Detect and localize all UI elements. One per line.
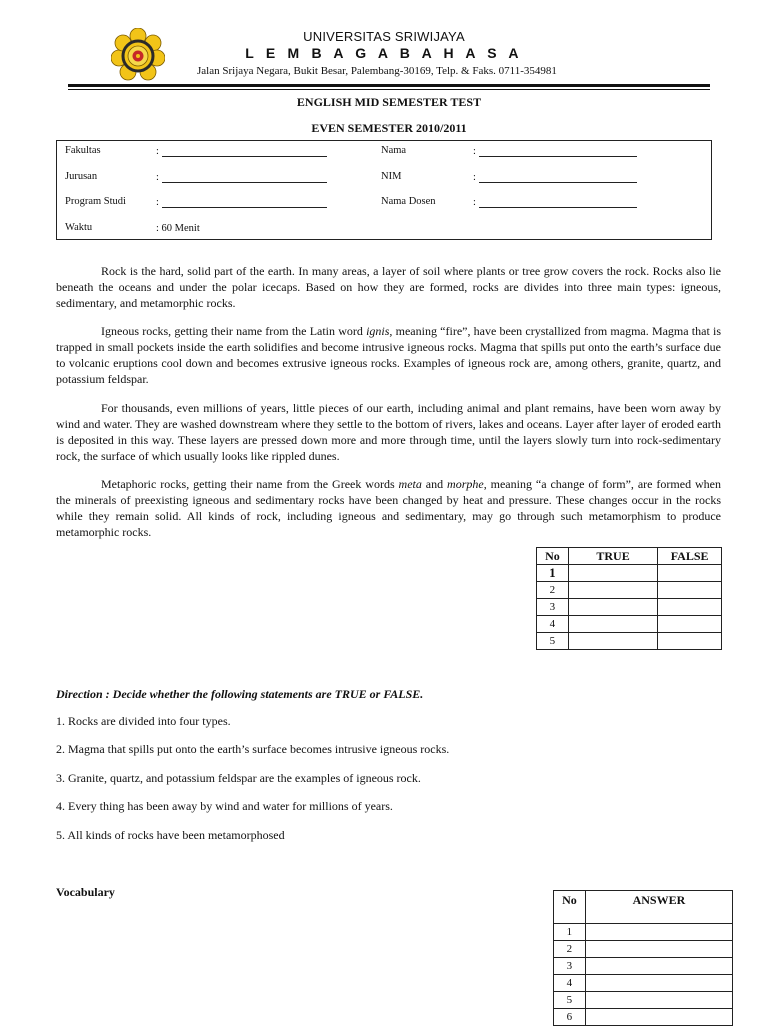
- false-cell[interactable]: [658, 599, 722, 616]
- table-row: [537, 582, 722, 599]
- program-studi-colon: :: [156, 197, 159, 208]
- col-header-true: TRUE: [568, 548, 657, 565]
- answer-cell[interactable]: [585, 992, 732, 1009]
- p2-text-b: meaning “fire”, have been crystallized from magma. Magma that is trapped in small pockets inside the earth solidifies and become intrusive igneous rocks. Magma that spills put onto the earth’s surface due to volcanic eruptions cool down and becomes extrusive igneous rocks. Examples of igneous rock are, among others, granite, quartz, and potassium feldspar.: [56, 324, 721, 386]
- row-number: 4: [554, 975, 586, 992]
- table-row: [537, 599, 722, 616]
- answer-cell[interactable]: [585, 975, 732, 992]
- jurusan-field[interactable]: [162, 182, 327, 183]
- fakultas-field[interactable]: [162, 156, 327, 157]
- row-number: 2: [554, 941, 586, 958]
- true-false-answer-table: [536, 547, 722, 650]
- row-number: 2: [537, 582, 569, 599]
- institute-name: L E M B A G A B A H A S A: [245, 45, 523, 61]
- p4-text-b: , meaning “a change of form”, are formed when the minerals of preexisting igneous and sedimentary rocks have been changed by heat and pressure. These changes occur in the rocks while they remain solid. All kinds of rock, including igneous and sedimentary, may go through such metamorphism to produce metamorphic rocks.: [56, 477, 721, 539]
- nama-dosen-field[interactable]: [479, 207, 637, 208]
- nim-colon: :: [473, 172, 476, 183]
- statement-2: 2. Magma that spills put onto the earth’s surface becomes intrusive igneous rocks.: [56, 742, 450, 756]
- table-row: [554, 958, 733, 975]
- statement-4: 4. Every thing has been away by wind and water for millions of years.: [56, 799, 393, 813]
- table-row: [554, 1009, 733, 1026]
- student-info-box: [56, 140, 712, 240]
- false-cell[interactable]: [658, 633, 722, 650]
- nama-dosen-colon: :: [473, 197, 476, 208]
- true-cell[interactable]: [568, 582, 657, 599]
- table-row: [537, 633, 722, 650]
- false-cell[interactable]: [658, 565, 722, 582]
- row-number: 1: [554, 924, 586, 941]
- reading-paragraph-3: For thousands, even millions of years, little pieces of our earth, including animal and plant remains, have been worn away by wind and water. They are washed downstream where they settle to the bottom of rivers, lakes and oceans. Layer after layer of eroded earth is deposited in this way. These layers are pressed down more and more through time, until the layers slowly turn into rock-sedimentary rock, the surface of which usually looks like rippled dunes.: [56, 401, 721, 463]
- table-row: [537, 616, 722, 633]
- table-header-row: [537, 548, 722, 565]
- row-number: 5: [537, 633, 569, 650]
- row-number: 1: [537, 565, 569, 582]
- row-number: 3: [537, 599, 569, 616]
- institute-address: Jalan Srijaya Negara, Bukit Besar, Palembang-30169, Telp. & Faks. 0711-354981: [197, 65, 557, 77]
- jurusan-label: Jurusan: [65, 171, 98, 182]
- col-header-false: FALSE: [658, 548, 722, 565]
- p2-text-a: Igneous rocks, getting their name from the Latin word: [101, 324, 367, 338]
- false-cell[interactable]: [658, 616, 722, 633]
- answer-cell[interactable]: [585, 958, 732, 975]
- p4-text-a: Metaphoric rocks, getting their name from the Greek words: [101, 477, 399, 491]
- nama-dosen-label: Nama Dosen: [381, 196, 436, 207]
- true-cell[interactable]: [568, 565, 657, 582]
- col-header-no: No: [537, 548, 569, 565]
- nama-colon: :: [473, 146, 476, 157]
- true-cell[interactable]: [568, 616, 657, 633]
- statement-1: 1. Rocks are divided into four types.: [56, 714, 231, 728]
- p4-greek-word-morphe: morphe: [447, 477, 484, 491]
- table-row: [554, 975, 733, 992]
- table-row: [554, 941, 733, 958]
- fakultas-label: Fakultas: [65, 145, 101, 156]
- statement-5: 5. All kinds of rocks have been metamorphosed: [56, 828, 285, 842]
- answer-cell[interactable]: [585, 924, 732, 941]
- true-cell[interactable]: [568, 599, 657, 616]
- answer-cell[interactable]: [585, 941, 732, 958]
- p2-latin-word: ignis,: [366, 324, 393, 338]
- nama-field[interactable]: [479, 156, 637, 157]
- reading-paragraph-4: [56, 477, 721, 541]
- row-number: 3: [554, 958, 586, 975]
- p4-text-and: and: [421, 477, 448, 491]
- col-header-answer: ANSWER: [585, 891, 732, 924]
- table-header-row: [554, 891, 733, 924]
- vocabulary-heading: Vocabulary: [56, 885, 115, 899]
- nim-field[interactable]: [479, 182, 637, 183]
- test-semester: EVEN SEMESTER 2010/2011: [311, 121, 467, 135]
- statement-3: 3. Granite, quartz, and potassium feldspar are the examples of igneous rock.: [56, 771, 421, 785]
- waktu-value: : 60 Menit: [156, 223, 200, 234]
- row-number: 5: [554, 992, 586, 1009]
- direction-text: Direction : Decide whether the following statements are TRUE or FALSE.: [56, 687, 424, 701]
- jurusan-colon: :: [156, 172, 159, 183]
- false-cell[interactable]: [658, 582, 722, 599]
- true-cell[interactable]: [568, 633, 657, 650]
- nim-label: NIM: [381, 171, 402, 182]
- row-number: 4: [537, 616, 569, 633]
- reading-paragraph-1: Rock is the hard, solid part of the earth. In many areas, a layer of soil where plants or tree grow covers the rock. Rocks also lie beneath the oceans and under the polar icecaps. Based on how they are formed, rocks are divides into three main types: igneous, sedimentary, and metamorphic rocks.: [56, 264, 721, 310]
- p4-greek-word-meta: meta: [398, 477, 422, 491]
- header-rule-thin: [68, 89, 710, 90]
- nama-label: Nama: [381, 145, 407, 156]
- university-name: UNIVERSITAS SRIWIJAYA: [303, 29, 465, 44]
- table-row: [554, 924, 733, 941]
- header-rule-thick: [68, 84, 710, 87]
- row-number: 6: [554, 1009, 586, 1026]
- table-row: [537, 565, 722, 582]
- waktu-label: Waktu: [65, 222, 93, 233]
- vocabulary-answer-table: [553, 890, 733, 1026]
- reading-paragraph-2: [56, 324, 721, 388]
- program-studi-label: Program Studi: [65, 196, 126, 207]
- test-title: ENGLISH MID SEMESTER TEST: [296, 95, 482, 109]
- col-header-no: No: [554, 891, 586, 924]
- table-row: [554, 992, 733, 1009]
- program-studi-field[interactable]: [162, 207, 327, 208]
- answer-cell[interactable]: [585, 1009, 732, 1026]
- fakultas-colon: :: [156, 146, 159, 157]
